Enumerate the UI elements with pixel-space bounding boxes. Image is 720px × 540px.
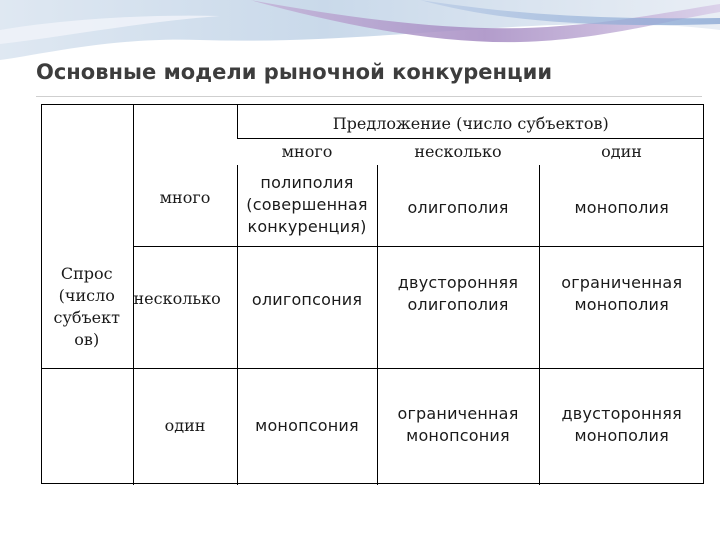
demand-header-line: ов) [74,330,100,350]
cell-line: олигопсония [251,289,363,309]
cell-line: (совершенная [246,195,368,215]
title-divider [36,96,702,97]
demand-label-cell [133,105,237,247]
cell-line: олигополия [407,294,509,314]
cell-bilateral-oligopoly [377,247,539,369]
cell-line: двусторонняя [561,403,682,423]
supply-header [237,105,704,139]
cell-line: монопсония [406,425,510,445]
supply-col-several [377,139,539,165]
cell-line: монополия [574,425,669,445]
cell-line: ограниченная [397,403,519,423]
corner-empty-bottom [41,369,133,485]
cell-line: конкуренция) [247,217,367,237]
cell-line: олигополия [407,198,509,218]
demand-header-cell [41,247,133,369]
demand-header-line: субъект [53,308,120,328]
corner-empty-cell [41,105,133,247]
demand-several-cell [133,247,237,369]
demand-header-line: (число [58,286,115,306]
cell-limited-monopsony [377,369,539,485]
slide-title: Основные модели рыночной конкуренции [36,60,553,84]
demand-row-label: несколько [133,288,221,308]
supply-header-label: Предложение (число субъектов) [332,113,609,133]
cell-line: монопсония [255,415,359,435]
cell-line: монополия [574,198,669,218]
cell-polypoly [237,165,377,247]
cell-limited-monopoly [539,247,704,369]
supply-col-label: много [281,141,333,161]
cell-monopsony [237,369,377,485]
demand-one-cell [133,369,237,485]
cell-line: монополия [574,294,669,314]
demand-row-label: много [159,187,211,207]
cell-oligopsony [237,247,377,369]
supply-col-many [237,139,377,165]
demand-header-line: Спрос [60,264,113,284]
cell-line: ограниченная [561,272,683,292]
cell-bilateral-monopoly [539,369,704,485]
supply-col-label: несколько [414,141,502,161]
supply-col-one [539,139,704,165]
cell-monopoly [539,165,704,247]
cell-oligopoly [377,165,539,247]
cell-line: двусторонняя [397,272,519,292]
header-banner [0,0,720,60]
competition-models-table [41,104,704,485]
supply-col-label: один [601,141,642,161]
cell-line: полиполия [260,173,354,193]
demand-row-label: один [164,415,206,435]
